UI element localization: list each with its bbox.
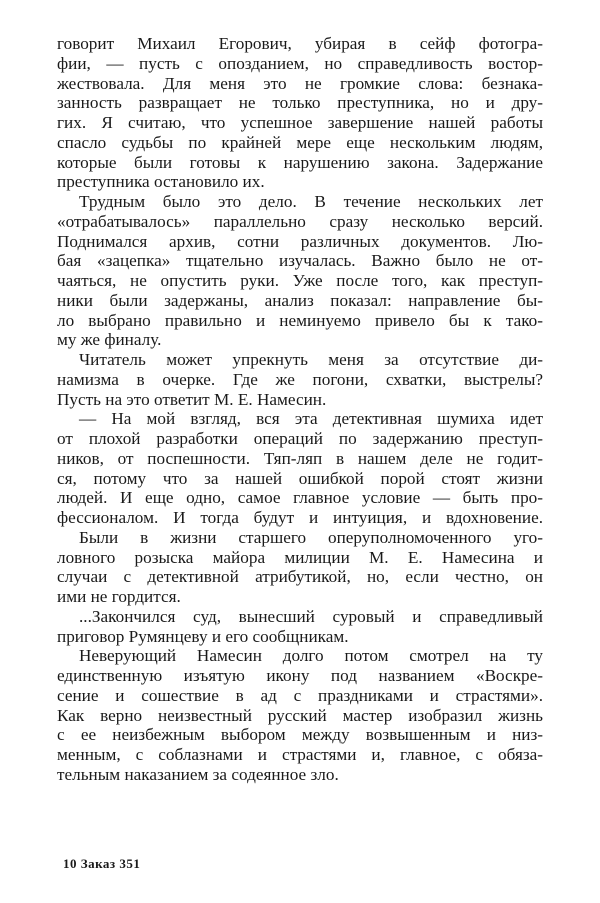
text-line: ...Закончился суд, вынесший суровый и справедливый: [79, 606, 543, 626]
text-line: Читатель может упрекнуть меня за отсутствие ди-: [79, 350, 543, 369]
text-line: «отрабатывалось» параллельно сразу несколько версий.: [57, 211, 543, 231]
text-line: ники были задержаны, анализ показал: направление бы-: [57, 290, 543, 310]
text-line: единственную изъятую икону под названием «Воскре-: [57, 666, 543, 685]
text-line: фии, — пусть с опозданием, но справедливость востор-: [57, 53, 543, 73]
text-line: фессионалом. И тогда будут и интуиция, и вдохновение.: [57, 508, 543, 527]
text-line: Пусть на это ответит М. Е. Намесин.: [57, 389, 327, 409]
text-line: от плохой разработки операций по задержанию преступ-: [57, 429, 543, 448]
text-line: ими не гордится.: [57, 587, 181, 606]
text-line: Трудным было это дело. В течение нескольких лет: [79, 192, 543, 211]
text-line: приговор Румянцеву и его сообщникам.: [57, 626, 349, 646]
text-line: намизма в очерке. Где же погони, схватки, выстрелы?: [57, 369, 543, 389]
text-line: ников, от поспешности. Тяп-ляп в нашем деле не годит-: [57, 448, 543, 468]
text-line: с ее неизбежным выбором между возвышенным и низ-: [57, 725, 543, 745]
text-line: случаи с детективной атрибутикой, но, если честно, он: [57, 567, 543, 587]
text-line: му же финалу.: [57, 330, 162, 350]
text-line: ло выбрано правильно и неминуемо привело бы к тако-: [57, 310, 543, 330]
text-line: которые были готовы к нарушению закона. Задержание: [57, 152, 543, 172]
text-line: жествовала. Для меня это не громкие слова: безнака-: [57, 73, 543, 93]
text-line: ся, потому что за нашей ошибкой порой стоят жизни: [57, 468, 543, 488]
text-line: сение и сошествие в ад с праздниками и страстями».: [57, 685, 543, 705]
text-line: тельным наказанием за содеянное зло.: [57, 764, 339, 784]
page-body: [57, 34, 543, 785]
text-line: менным, с соблазнами и страстями и, главное, с обяза-: [57, 745, 543, 764]
text-line: ловного розыска майора милиции М. Е. Намесина и: [57, 547, 543, 567]
printer-signature-mark: 10 Заказ 351: [63, 856, 141, 871]
text-line: спасло судьбы по крайней мере еще нескольким людям,: [57, 132, 543, 152]
text-line: Неверующий Намесин долго потом смотрел на ту: [79, 646, 543, 666]
text-line: гих. Я считаю, что успешное завершение нашей работы: [57, 113, 543, 132]
text-line: людей. И еще одно, самое главное условие — быть про-: [57, 488, 543, 508]
text-line: чаяться, не опустить руки. Уже после того, как преступ-: [57, 271, 543, 290]
text-line: говорит Михаил Егорович, убирая в сейф фотогра-: [57, 34, 543, 53]
text-line: Как верно неизвестный русский мастер изобразил жизнь: [57, 705, 543, 725]
text-line: — На мой взгляд, вся эта детективная шумиха идет: [79, 409, 543, 429]
text-line: Были в жизни старшего оперуполномоченного уго-: [79, 527, 543, 547]
text-line: бая «зацепка» тщательно изучалась. Важно было не от-: [57, 251, 543, 271]
text-line: Поднимался архив, сотни различных документов. Лю-: [57, 231, 543, 251]
text-line: преступника остановило их.: [57, 172, 265, 192]
text-line: занность развращает не только преступника, но и дру-: [57, 93, 543, 113]
